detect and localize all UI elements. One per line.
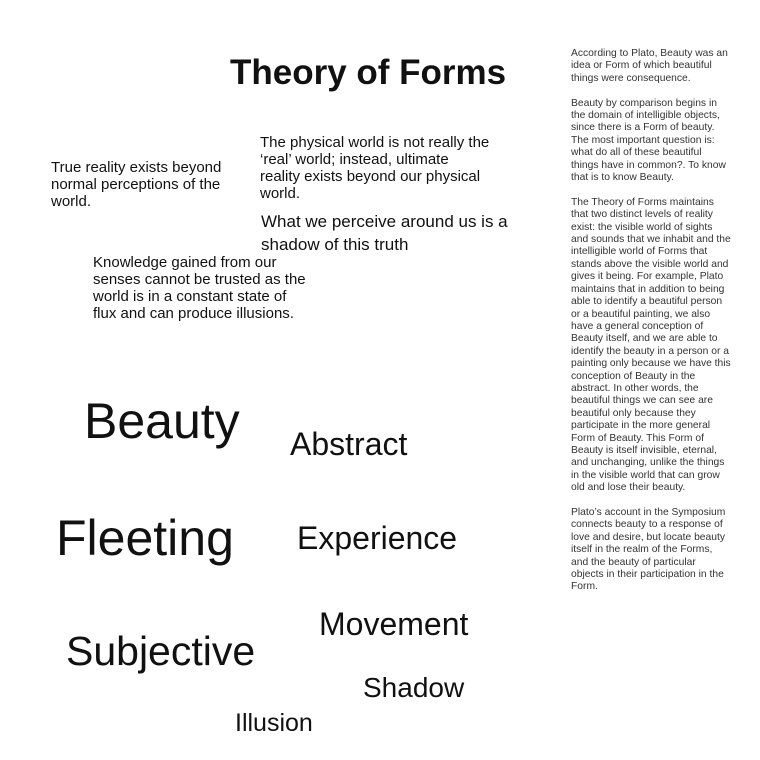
word-fleeting: Fleeting: [56, 510, 234, 566]
note-true-reality: True reality exists beyond normal perceptions of the world.: [51, 159, 222, 210]
sidebar-paragraph-2: Beauty by comparison begins in the domain of intelligible objects, since there is a Form of beauty. The most important question is: what do all of these beautiful things have in common?. To know that is to know Beauty.: [571, 97, 726, 184]
word-abstract: Abstract: [290, 426, 408, 462]
word-shadow: Shadow: [363, 672, 465, 703]
page-title: Theory of Forms: [230, 53, 507, 92]
sidebar-paragraph-3: The Theory of Forms maintains that two distinct levels of reality exist: the visible world of sights and sounds that we inhabit and the intelligible world of Forms that stands above the visible world and gives it being. For example, Plato maintains that in addition to being able to identify a beautiful person or a beautiful painting, we also have a general conception of Beauty itself, and we are able to identify the beauty in a person or a painting only because we have this conception of Beauty in the abstract. In other words, the beautiful things we can see are beautiful only because they participate in the more general Form of Beauty. This Form of Beauty is itself invisible, eternal, and unchanging, unlike the things in the visible world that can grow old and lose their beauty.: [571, 196, 731, 494]
sidebar-paragraph-1: According to Plato, Beauty was an idea or Form of which beautiful things were consequence.: [571, 48, 728, 84]
sidebar-paragraph-4: Plato’s account in the Symposium connects beauty to a response of love and desire, but locate beauty itself in the realm of the Forms, and the beauty of particular objects in their participation in the Form.: [571, 506, 726, 593]
note-shadow-of-truth: What we perceive around us is a shadow of this truth: [261, 212, 508, 254]
word-illusion: Illusion: [235, 709, 313, 737]
word-beauty: Beauty: [84, 393, 240, 449]
sidebar-text: [571, 48, 731, 606]
word-subjective: Subjective: [66, 628, 256, 674]
note-knowledge-senses: Knowledge gained from our senses cannot be trusted as the world is in a constant state of flux and can produce illusions.: [93, 254, 306, 322]
note-physical-world: The physical world is not really the ‘real’ world; instead, ultimate reality exists beyond our physical world.: [260, 134, 490, 202]
word-experience: Experience: [297, 520, 458, 556]
word-movement: Movement: [319, 606, 469, 642]
